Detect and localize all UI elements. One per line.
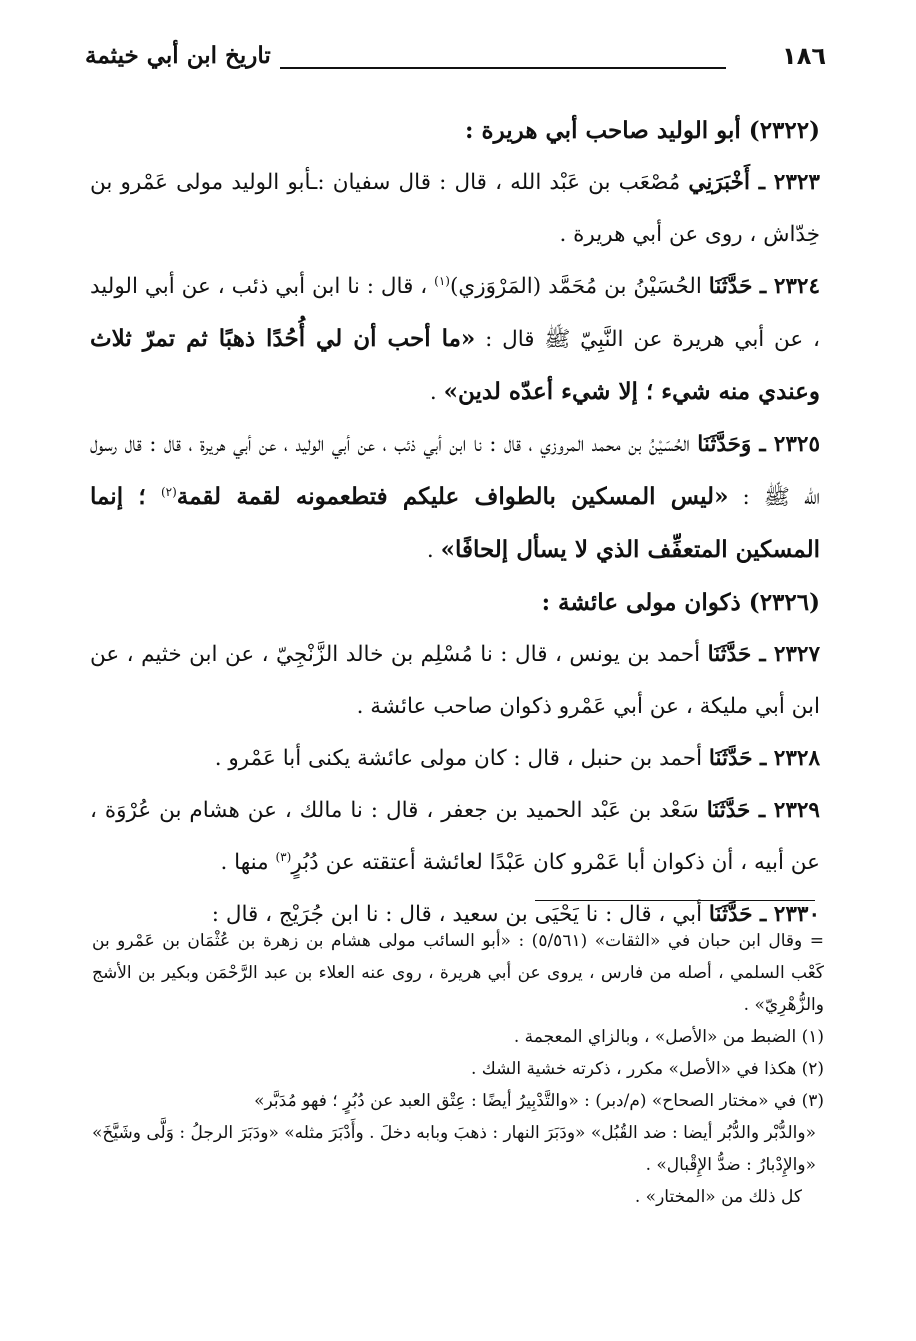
main-text	[90, 105, 820, 941]
hadith-quote: «ليس المسكين بالطواف عليكم فتطعمونه لقمة لقمة	[176, 483, 729, 510]
hadith-text: ، قال : نا ابن أبي ذئب ، عن أبي الوليد ، عن أبي هريرة عن النَّبِيّ ﷺ قال :	[90, 274, 820, 352]
header-rule	[280, 67, 726, 69]
hadith-2325	[90, 419, 820, 577]
hadith-text: أحمد بن يونس ، قال : نا مُسْلِم بن خالد الزَّنْجِيّ ، عن ابن خثيم ، عن ابن أبي مليكة ، عن أبي عَمْرو ذكوان صاحب عائشة .	[90, 642, 820, 719]
hadith-text: أحمد بن حنبل ، قال : كان مولى عائشة يكنى أبا عَمْرو .	[214, 746, 709, 771]
hadith-quote: ؛ إنما المسكين المتعفِّف الذي لا يسأل إلحافًا»	[90, 483, 820, 563]
hadith-number: ٢٣٢٨ ـ حَدَّثَنَا	[708, 746, 820, 771]
hadith-2327	[90, 629, 820, 733]
hadith-number: ٢٣٣٠ ـ حَدَّثَنَا	[708, 902, 820, 927]
footnote-3-continued: «والدُّبْر والدُّبُر أيضا : ضد القُبُل» «ودَبَرَ النهار : ذهبَ وبابه دخلَ . وأَدْبَرَ مثله» «ودَبَرَ الرجلُ : وَلَّى وشَيَّخَ» «والإِدْبارُ : ضدُّ الإِقْبال» .	[92, 1123, 816, 1175]
hadith-text: سَعْد بن عَبْد الحميد بن جعفر ، قال : نا مالك ، عن هشام بن عُرْوَة ، عن أبيه ، أن ذكوان أبا عَمْرو كان عَبْدًا لعائشة أعتقته عن دُبُرٍ	[90, 798, 820, 875]
section-heading: (٢٣٢٦) ذكوان مولى عائشة :	[541, 589, 820, 616]
hadith-2323	[90, 157, 820, 261]
footnote-ref: (١)	[434, 273, 450, 288]
hadith-text: مُصْعَب بن عَبْد الله ، قال : قال سفيان :ـأبو الوليد مولى عَمْرو بن خِدّاش ، روى عن أبي هريرة .	[90, 170, 820, 247]
page-number: ١٨٦	[782, 42, 826, 70]
hadith-text: .	[426, 538, 441, 563]
hadith-number: ٢٣٢٧ ـ حَدَّثَنَا	[707, 642, 821, 667]
footnote-3: (٣) في «مختار الصحاح» (م/دبر) : «والتَّدْبِيرُ أيضًا : عِتْق العبد عن دُبُرٍ ؛ فهو مُدَبَّر»	[254, 1091, 824, 1111]
section-heading: (٢٣٢٢) أبو الوليد صاحب أبي هريرة :	[465, 117, 820, 144]
hadith-number: ٢٣٢٩ ـ حَدَّثَنَا	[706, 798, 820, 823]
footnote-ref: (٢)	[160, 484, 177, 499]
hadith-text: الحُسَيْنُ بن محمد المروزي ، قال : نا ابن أبي ذئب ، عن أبي الوليد ، عن أبي هريرة ، قال : قال رسول الله ﷺ :	[90, 432, 821, 510]
hadith-number: ٢٣٢٥ ـ وَحَدَّثَنَا	[697, 432, 820, 457]
hadith-text: .	[429, 380, 444, 405]
footnote-continuation: = وقال ابن حبان في «الثقات» (٥/٥٦١) : «أبو السائب مولى هشام بن زهرة بن عُثْمَان بن عَمْرو بن كَعْب السلمي ، أصله من فارس ، يروى عن أبي هريرة ، روى عنه العلاء بن عبد الرَّحْمَن وبكير بن الأشج والزُّهْرِيّ» .	[92, 931, 824, 1015]
hadith-text: أبي ، قال : نا يَحْيَى بن سعيد ، قال : نا ابن جُرَيْج ، قال :	[211, 902, 709, 927]
hadith-2324	[90, 261, 820, 419]
hadith-2328	[90, 733, 820, 785]
hadith-number: ٢٣٢٣ ـ أَخْبَرَنِي	[688, 170, 820, 195]
footnote-3-source: كل ذلك من «المختار» .	[634, 1187, 802, 1207]
page-header	[85, 40, 826, 80]
running-title: تاريخ ابن أبي خيثمة	[85, 42, 271, 69]
hadith-quote: «ما أحب أن لي أُحُدًا ذهبًا ثم تمرّ ثلاث وعندي منه شيء ؛ إلا شيء أعدّه لدين»	[90, 325, 820, 405]
footnote-separator	[535, 900, 815, 901]
footnotes	[92, 925, 824, 1213]
footnote-ref: (٣)	[275, 849, 292, 864]
hadith-number: ٢٣٢٤ ـ حَدَّثَنَا	[708, 274, 821, 299]
footnote-1: (١) الضبط من «الأصل» ، وبالزاي المعجمة .	[513, 1027, 824, 1047]
hadith-2329	[90, 785, 820, 889]
footnote-2: (٢) هكذا في «الأصل» مكرر ، ذكرته خشية الشك .	[470, 1059, 824, 1079]
hadith-text: منها .	[220, 850, 276, 875]
hadith-text: الحُسَيْنُ بن مُحَمَّد (المَرْوَزي)	[449, 274, 709, 299]
